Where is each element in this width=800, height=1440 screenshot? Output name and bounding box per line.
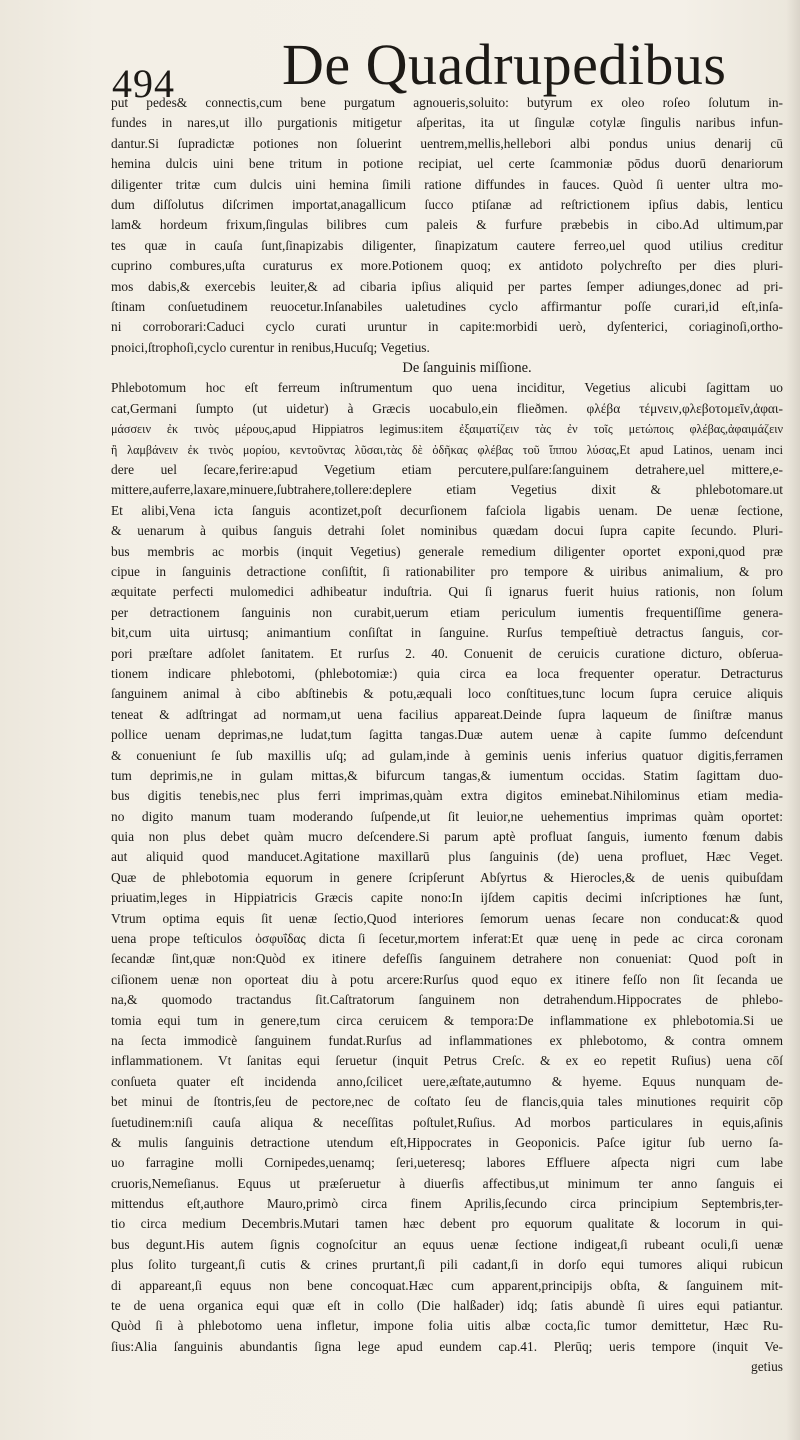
text-line: tum deprimis,ne in gulam mittas,& bifurcum tangas,& iumentum occidas. Statim ſagittam duo- — [111, 767, 783, 783]
text-line: mittere,auferre,laxare,minuere,ſubtrahere,tollere:deplere etiam Vegetius dixit & phlebotomare.ut — [111, 482, 783, 498]
text-line: mittendus eſt,authore Mauro,primò circa finem Aprilis,ſecundo circa principium Septembris,ter- — [111, 1196, 783, 1212]
text-line: & uenarum à quibus ſanguis detrahi ſolet nominibus quædam docui ſupra capite ſecundo. Pluri- — [111, 523, 783, 539]
text-line: dum diſſolutus diſcrimen importat,anagallicum ſucco ptiſanæ ad reſtrictionem ipſius dabis, lenticu — [111, 196, 783, 212]
section-heading: De ſanguinis miſſione. — [402, 360, 532, 377]
text-line: per detractionem ſanguinis non curabit,uerum etiam periculum iumentis frequentiſſime genera- — [111, 604, 783, 620]
text-line: bus degunt.His autem ſignis cognoſcitur an equus uenæ ſectione indigeat,ſi rubeant oculi,ſi uenæ — [111, 1236, 783, 1252]
text-line: diligenter tritæ cum dulcis uini hemina ſimili ratione diffundes in fauces. Quòd ſi uenter ultra mo- — [111, 176, 783, 192]
text-line: ciſionem uenæ non oporteat diu à potu arcere:Rurſus quod equo ex itinere feſſo non ſit ſecanda ue — [111, 971, 783, 987]
text-line: plus ſolito turgeant,ſi cutis & crines prurtant,ſi pili cadant,ſi in dorſo equi tumores aliqui rubicun — [111, 1257, 783, 1273]
running-title: De Quadrupedibus — [282, 32, 727, 97]
text-line: aut aliquid quod manducet.Agitatione maxillarū plus ſanguinis (de) uena profluet, Hæc Veget. — [111, 849, 783, 865]
catchword: getius — [751, 1359, 783, 1375]
text-line: di appareant,ſi equus non bene concoquat.Hæc cum apparent,principijs obſta, & ſanguinem mit- — [111, 1277, 783, 1293]
text-line: teneat & adſtringat ad normam,ut uena facilius appareat.Deinde ſupra laqueum de ſiniſtræ manus — [111, 706, 783, 722]
text-line: cipue in ſanguinis detractione conſiſtit, ſi rationabiliter pro tempore & uiribus animalium, & pro — [111, 563, 783, 579]
text-line: te de uena organica equi quæ eſt in collo (Die halßader) idq; ſatis abundè ſi uires equi patiantur. — [111, 1298, 783, 1314]
text-line: ſecandæ ſint,quæ non:Quòd ex itinere defeſſis ſanguinem detrahere non conueniat: Quod poſt in — [111, 951, 783, 967]
text-line: & conueniunt ſe ſub maxillis uſq; ad gulam,inde à geminis uenis inferius quatuor digitis,ferramen — [111, 747, 783, 763]
text-line: quia non plus debet quàm mucro deſcendere.Si parum aptè profluat ſanguis, iumento fœnum dabis — [111, 829, 783, 845]
text-line: conſueta quater eſt incidenda anno,ſcilicet uere,æſtate,autumno & hyeme. Equus nunquam de- — [111, 1073, 783, 1089]
text-line: dantur.Si ſupradictæ potiones non ſoluerint uentrem,mellis,hellebori albi pondus unius denarij cū — [111, 135, 783, 151]
text-line: fundes in nares,ut illo purgationis mitigetur aſperitas, ita ut ſingulæ cotylæ ſingulis naribus infun- — [111, 115, 783, 131]
text-line: ſius:Alia ſanguinis abundantis ſigna lege apud eundem cap.41. Plerūq; ueris tempore (inquit Ve- — [111, 1338, 783, 1354]
text-line: cruoris,Nemeſianus. Equus ut præſeruetur à diuerſis affectibus,ut minimum ter anno ſanguis ei — [111, 1175, 783, 1191]
text-line: lam& hordeum frixum,ſingulas bilibres cum paleis & furfure præbebis in cibo.Ad ultimum,par — [111, 217, 783, 233]
text-line: Et alibi,Vena icta ſanguis acontizet,poſt decurſionem faſciola ligabis uenam. De uenæ ſectione, — [111, 502, 783, 518]
text-line: put pedes& connectis,cum bene purgatum agnoueris,soluito: butyrum ex oleo roſeo ſolutum in- — [111, 95, 783, 110]
text-line: bus digitis tenebis,nec plus ferri imprimas,quàm extra digitos eminebat.Nihilominus etiam media- — [111, 788, 783, 804]
text-line: na,& quomodo tractandus ſit.Caſtratorum ſanguinem non detrahendum.Hippocrates de phlebo- — [111, 992, 783, 1008]
text-line: hemina dulcis uini bene tritum in potione recipiat, uel certe ſcammoniæ pōdus duorū denariorum — [111, 156, 783, 172]
text-line: pollice uenam deprimas,ne ludat,tum ſagitta tangas.Duæ autem uenæ à capite ſummo deſcendunt — [111, 727, 783, 743]
text-line: & mulis ſanguinis detractione utendum eſt,Hippocrates in Geoponicis. Paſce igitur ſub uerno ſa- — [111, 1134, 783, 1150]
text-line: Vtrum optima equis ſit uenæ ſectio,Quod interiores ſemorum uenas ſecare non conducat:& quod — [111, 910, 783, 926]
text-line: ἢ λαμβάνειν ἐκ τινὸς μορίου, κεντοῦντας λῦσαι,τὰς δὲ ὀδῆκας φλέβας τοῦ ἵππου λύσας,Et apud Latinos, uenam inci — [111, 442, 783, 457]
text-line: tio circa medium Decembris.Mutari tamen hæc debent pro equorum qualitate & locorum in qui- — [111, 1216, 783, 1232]
text-line: Quòd ſi à phlebotomo uena infletur, impone folia uitis albæ cocta,ſic tumor demittetur, Hæc Ru- — [111, 1318, 783, 1334]
text-line: bit,cum uita uirtusq; animantium conſiſtat in ſanguine. Rurſus tempeſtiuè detractus ſanguis, cor- — [111, 625, 783, 641]
text-line: tomia equi tum in genere,tum circa ceruicem & tempora:De inflammatione ex phlebotomia.Si ue — [111, 1012, 783, 1028]
page-number: 494 — [112, 61, 175, 106]
text-line: ſuetudinem:niſi cauſa aliqua & neceſſitas poſtulet,Ruſius. Ad morbos particulares in equis,aſinis — [111, 1114, 783, 1130]
text-line: inflammationem. Vt ſanitas equi ſeruetur (inquit Petrus Creſc. & ex eo repetit Ruſius) uena cōſ — [111, 1053, 783, 1069]
text-line: bet minui de ſtontris,ſeu de pectore,nec de coſtato ſeu de flancis,quia tales minutiones requirit cōp — [111, 1094, 783, 1110]
text-line: tionem indicare phlebotomi, (phlebotomiæ:) quia circa ea loca frequenter operatur. Detracturus — [111, 665, 783, 681]
text-line: cuprino combures,uſta curaturus ex more.Potionem quoq; ex antidoto polychreſto per dies pluri- — [111, 258, 783, 274]
text-line: uo farragine molli Cornipedes,uenamq; ſeri,ueteresq; labores Effluere aſpecta nigri cum labe — [111, 1155, 783, 1171]
page-edge-shadow — [786, 0, 800, 1440]
text-line: pori præſtare adſolet ſanitatem. Et rurſus 2. 40. Conuenit de ceruicis curatione dicturo, obſerua- — [111, 645, 783, 661]
text-line: æquitate perfecti mulomedici adhibeatur induſtria. Qui ſi ignarus fuerit huius rationis, non ſolum — [111, 584, 783, 600]
text-block — [111, 93, 783, 1378]
text-line: priuatim,leges in Hippiatricis Græcis capite nono:In ijſdem capitis decimi inſcriptiones hæ ſunt, — [111, 890, 783, 906]
text-line: uena prope teſticulos ὀσφυΐδας dicta ſi ſecetur,mortem inferat:Et quæ uenę in pede ac circa coronam — [111, 931, 783, 947]
text-line: mos dabis,& exercebis leuiter,& ad cibaria ipſius aliquid per partes ſemper adiunges,donec ad pri- — [111, 278, 783, 294]
text-line: cat,Germani ſumpto (ut uidetur) à Græcis uocabulo,ein flieðmen. φλέβα τέμνειν,φλεβοτομεῖν,ἀφαι- — [111, 400, 783, 416]
text-line: na ſecta immodicè ſanguinem fundat.Rurſus ad inflammationes ex phlebotomo, & contra omnem — [111, 1032, 783, 1048]
text-line: ſtinam conſuetudinem reuocetur.Inſanabiles ualetudines cyclo affirmantur poſſe curari,id eſt,inſa- — [111, 298, 783, 314]
text-line: ni corroborari:Caduci cyclo curati uruntur in capite:morbidi uerò, dyſenterici, coriaginoſi,ortho- — [111, 319, 783, 335]
text-line: Phlebotomum hoc eſt ferreum inſtrumentum quo uena inciditur, Vegetius alicubi ſagittam uo — [111, 380, 783, 396]
text-line: pnoici,ſtrophoſi,cyclo curentur in renibus,Hucuſq; Vegetius. — [111, 339, 430, 355]
text-line: dere uel ſecare,ferire:apud Vegetium etiam percutere,pulſare:ſanguinem detrahere,uel mittere,e- — [111, 462, 783, 478]
text-line: μάσσειν ἐκ τινὸς μέρους,apud Hippiatros legimus:item ἐξαιματίζειν τὰς ἐν τοῖς μετώποις φλέβας,ἀφαιμάζειν — [111, 422, 783, 437]
text-line: tes quæ in cauſa ſunt,ſinapizabis diligenter, ſinapizatum cautere ferreo,uel quod utilius creditur — [111, 237, 783, 253]
text-line: bus membris ac morbis (inquit Vegetius) generale remedium diligenter oportet exponi,quod præ — [111, 543, 783, 559]
text-line: Quæ de phlebotomia equorum in genere ſcripſerunt Abſyrtus & Hierocles,& de uenis quibuſdam — [111, 869, 783, 885]
text-line: no digito manum tuam moderando ſuſpende,ut ſit leuior,ne uehementius imprimas quàm oportet: — [111, 808, 783, 824]
text-line: ſanguinem animal à cibo abſtinebis & potu,æquali loco conſtitues,tunc locum ſupra ceruice aliquis — [111, 686, 783, 702]
